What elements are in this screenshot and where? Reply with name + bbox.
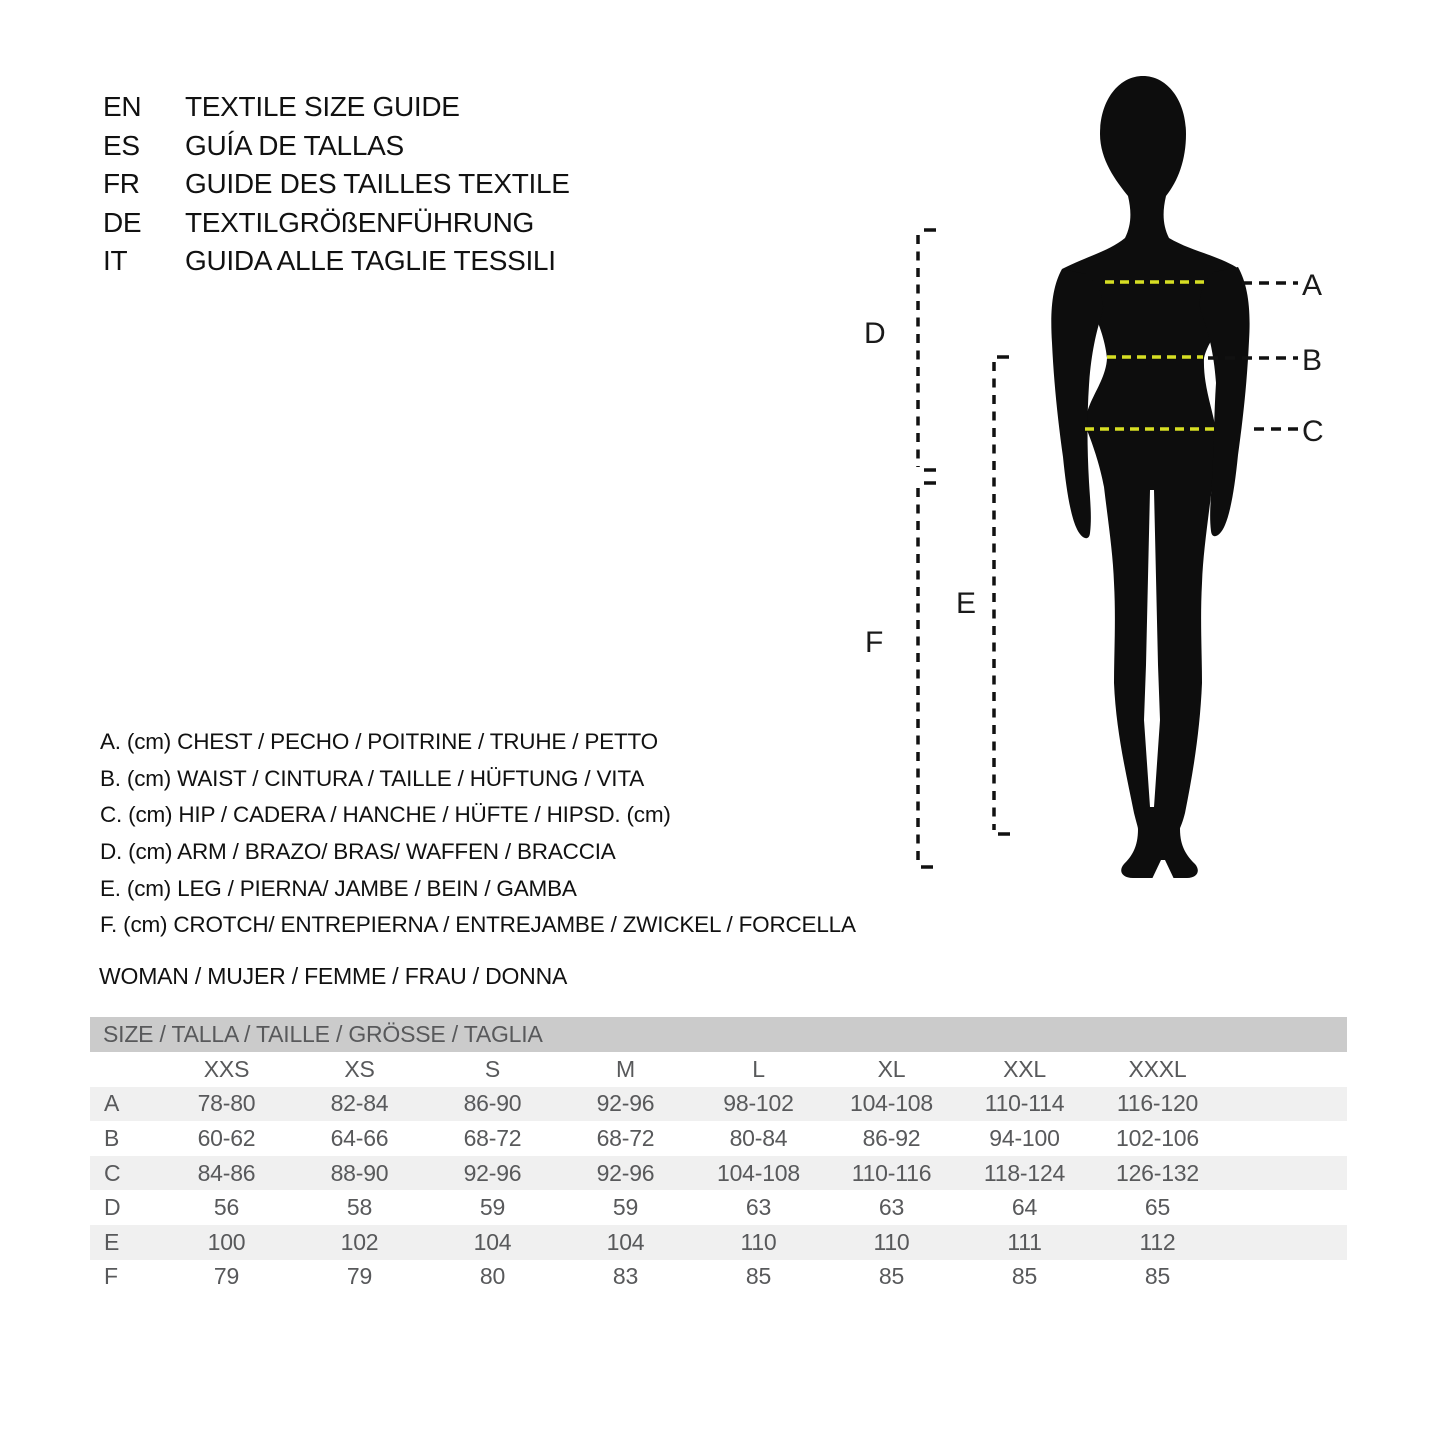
legend-leg: E. (cm) LEG / PIERNA/ JAMBE / BEIN / GAMBA [100,875,577,901]
row-label: D [104,1194,121,1221]
size-value: 92-96 [596,1090,655,1117]
size-value: 110-114 [984,1090,1065,1117]
hip-marker-label: C [1302,415,1324,448]
crotch-measure-line [918,483,936,867]
size-column-label: XS [344,1055,375,1082]
woman-silhouette [1051,76,1249,879]
size-value: 126-132 [1115,1159,1199,1186]
language-code: IT [103,245,128,277]
size-value: 92-96 [463,1159,522,1186]
size-value: 80-84 [729,1124,788,1151]
size-value: 118-124 [983,1159,1066,1186]
legend-chest: A. (cm) CHEST / PECHO / POITRINE / TRUHE / PETTO [100,729,658,755]
size-value: 58 [346,1194,373,1221]
body-measurement-diagram [850,55,1445,895]
row-label: E [104,1228,120,1255]
size-value: 85 [1144,1263,1171,1290]
language-code: EN [103,91,142,123]
guide-title: GUIDA ALLE TAGLIE TESSILI [185,245,556,277]
table-row-arm [90,1190,1347,1225]
size-column-label: S [484,1055,501,1082]
legend-waist: B. (cm) WAIST / CINTURA / TAILLE / HÜFTUNG / VITA [100,765,644,791]
table-row-hip [90,1156,1347,1191]
size-value: 102-106 [1115,1124,1199,1151]
size-value: 104-108 [849,1090,933,1117]
size-value: 88-90 [330,1159,389,1186]
size-value: 94-100 [989,1124,1060,1151]
size-value: 79 [213,1263,240,1290]
language-title-list [103,88,570,281]
language-row [103,127,570,166]
size-value: 68-72 [596,1124,655,1151]
legend-arm: D. (cm) ARM / BRAZO/ BRAS/ WAFFEN / BRACCIA [100,839,616,865]
row-label: F [104,1263,118,1290]
row-label: A [104,1090,120,1117]
size-value: 68-72 [463,1124,522,1151]
audience-heading: WOMAN / MUJER / FEMME / FRAU / DONNA [99,963,568,989]
size-value: 83 [612,1263,639,1290]
guide-title: GUÍA DE TALLAS [185,129,404,161]
size-value: 104 [606,1228,645,1255]
size-column-label: XXXL [1128,1055,1187,1082]
size-column-label: L [752,1055,765,1082]
size-value: 63 [745,1194,772,1221]
size-table-header: SIZE / TALLA / TAILLE / GRÖSSE / TAGLIA [90,1017,1347,1052]
size-value: 104 [473,1228,512,1255]
leg-marker-label: E [956,587,977,620]
size-value: 78-80 [197,1090,256,1117]
size-value: 84-86 [197,1159,256,1186]
guide-title: TEXTILGRÖßENFÜHRUNG [185,206,534,238]
size-value: 110-116 [851,1159,932,1186]
size-column-label: XXS [203,1055,250,1082]
legend-crotch: F. (cm) CROTCH/ ENTREPIERNA / ENTREJAMBE / ZWICKEL / FORCELLA [100,912,856,938]
table-row-leg [90,1225,1347,1260]
language-code: FR [103,168,140,200]
size-value: 102 [340,1228,379,1255]
size-value: 82-84 [330,1090,389,1117]
language-row [103,88,570,127]
arm-marker-label: D [864,317,886,350]
leg-measure-line [994,357,1010,834]
size-value: 86-90 [463,1090,522,1117]
size-column-label: XXL [1003,1055,1046,1082]
size-value: 85 [878,1263,905,1290]
language-code: DE [103,206,142,238]
legend-hip: C. (cm) HIP / CADERA / HANCHE / HÜFTE / HIPSD. (cm) [100,802,671,828]
table-row-crotch [90,1260,1347,1295]
language-row [103,242,570,281]
size-value: 104-108 [716,1159,800,1186]
size-value: 56 [213,1194,240,1221]
language-code: ES [103,129,140,161]
crotch-marker-label: F [865,626,884,659]
language-row [103,204,570,243]
arm-measure-line [918,230,936,470]
size-value: 100 [207,1228,246,1255]
size-value: 110 [740,1228,777,1255]
size-value: 80 [479,1263,506,1290]
size-value: 60-62 [197,1124,256,1151]
table-row-chest [90,1087,1347,1122]
row-label: B [104,1124,120,1151]
size-value: 111 [1007,1228,1042,1255]
size-value: 116-120 [1116,1090,1199,1117]
size-value: 110 [873,1228,910,1255]
size-value: 85 [745,1263,772,1290]
size-value: 98-102 [723,1090,794,1117]
table-row-waist [90,1121,1347,1156]
size-value: 92-96 [596,1159,655,1186]
row-label: C [104,1159,121,1186]
size-table [90,1017,1347,1294]
size-value: 85 [1011,1263,1038,1290]
size-value: 112 [1139,1228,1176,1255]
size-value: 63 [878,1194,905,1221]
guide-title: TEXTILE SIZE GUIDE [185,91,460,123]
size-value: 64-66 [330,1124,389,1151]
measurement-legend [100,724,856,944]
language-row [103,165,570,204]
size-column-label: XL [877,1055,906,1082]
guide-title: GUIDE DES TAILLES TEXTILE [185,168,570,200]
size-columns-row [90,1052,1347,1087]
size-value: 86-92 [862,1124,921,1151]
size-value: 79 [346,1263,373,1290]
size-value: 65 [1144,1194,1171,1221]
size-column-label: M [616,1055,635,1082]
waist-marker-label: B [1302,344,1323,377]
size-value: 59 [479,1194,506,1221]
chest-marker-label: A [1302,269,1323,302]
size-value: 59 [612,1194,639,1221]
size-value: 64 [1011,1194,1038,1221]
